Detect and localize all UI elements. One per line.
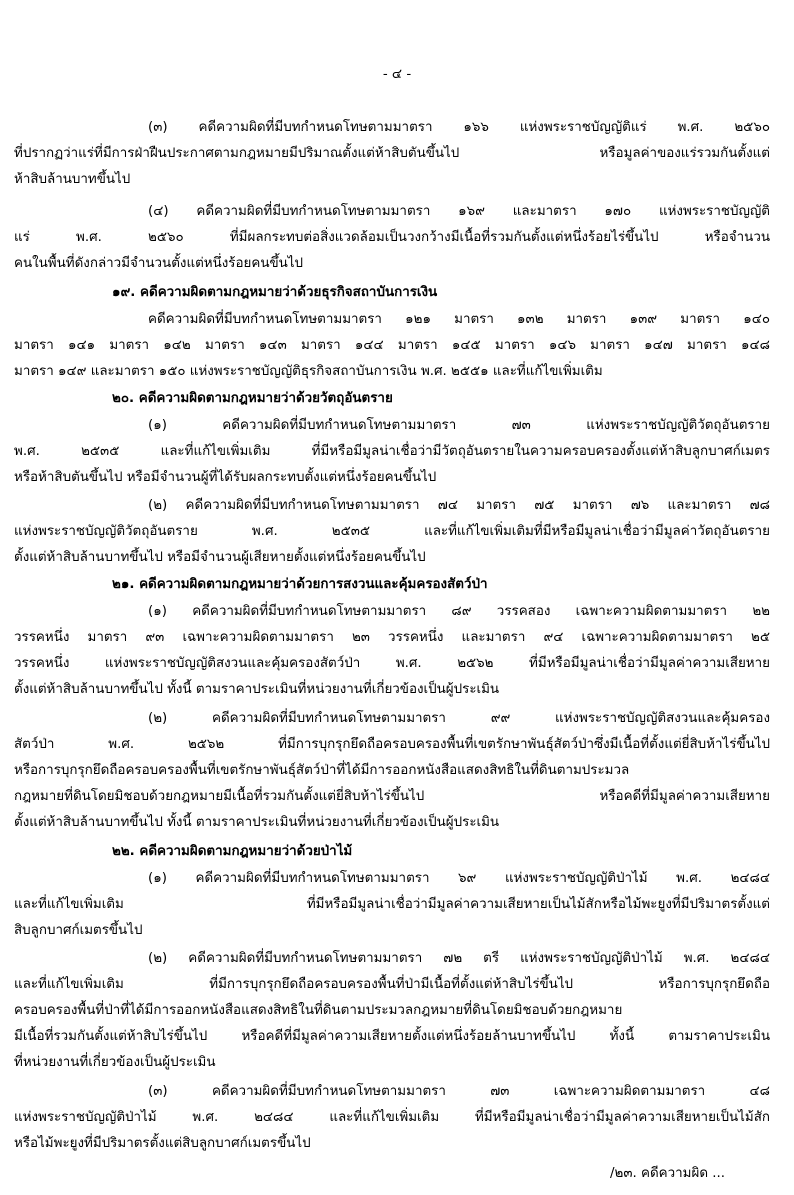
paragraph-line: คดีความผิดที่มีบทกำหนดโทษตามมาตรา ๑๒๑ มาตรา ๑๓๒ มาตรา ๑๓๙ มาตรา ๑๔๐ bbox=[148, 312, 770, 327]
paragraph-line: แห่งพระราชบัญญัติวัตถุอันตราย พ.ศ. ๒๕๓๕ และที่แก้ไขเพิ่มเติมที่มีหรือมีมูลน่าเชื่อว่ามีมูลค่าวัตถุอันตราย bbox=[14, 524, 770, 539]
page-number: - ๔ - bbox=[382, 67, 412, 82]
section-heading: ๒๑. คดีความผิดตามกฎหมายว่าด้วยการสงวนและคุ้มครองสัตว์ป่า bbox=[112, 577, 488, 592]
paragraph-line: (๒) คดีความผิดที่มีบทกำหนดโทษตามมาตรา ๗๒ ตรี แห่งพระราชบัญญัติป่าไม้ พ.ศ. ๒๔๘๔ bbox=[148, 951, 770, 966]
paragraph-line: แห่งพระราชบัญญัติป่าไม้ พ.ศ. ๒๔๘๔ และที่แก้ไขเพิ่มเติม ที่มีหรือมีมูลน่าเชื่อว่ามีมูลค่าความเสียหายเป็นไม้สัก bbox=[14, 1110, 770, 1125]
paragraph-line: สัตว์ป่า พ.ศ. ๒๕๖๒ ที่มีการบุกรุกยึดถือครอบครองพื้นที่เขตรักษาพันธุ์สัตว์ป่าซึ่งมีเนื้อที่ตั้งแต่ยี่สิบห้าไร่ขึ้นไป bbox=[14, 737, 770, 752]
paragraph-line: วรรคหนึ่ง มาตรา ๙๓ เฉพาะความผิดตามมาตรา ๒๓ วรรคหนึ่ง และมาตรา ๙๔ เฉพาะความผิดตามมาตรา ๒๕ bbox=[14, 630, 770, 645]
paragraph-line: แร่ พ.ศ. ๒๕๖๐ ที่มีผลกระทบต่อสิ่งแวดล้อมเป็นวงกว้างมีเนื้อที่รวมกันตั้งแต่หนึ่งร้อยไร่ขึ้นไป หรือจำนวน bbox=[14, 230, 770, 245]
paragraph-line: ครอบครองพื้นที่ป่าที่ได้มีการออกหนังสือแสดงสิทธิในที่ดินตามประมวลกฎหมายที่ดินโดยมิชอบด้วยกฎหมาย bbox=[14, 1003, 623, 1018]
paragraph-line: ตั้งแต่ห้าสิบล้านบาทขึ้นไป หรือมีจำนวนผู้เสียหายตั้งแต่หนึ่งร้อยคนขึ้นไป bbox=[14, 550, 426, 565]
paragraph-line: ตั้งแต่ห้าสิบล้านบาทขึ้นไป ทั้งนี้ ตามราคาประเมินที่หน่วยงานที่เกี่ยวข้องเป็นผู้ประเมิน bbox=[14, 682, 500, 697]
paragraph-line: (๑) คดีความผิดที่มีบทกำหนดโทษตามมาตรา ๖๙ แห่งพระราชบัญญัติป่าไม้ พ.ศ. ๒๔๘๔ bbox=[148, 871, 770, 886]
paragraph-line: มาตรา ๑๔๙ และมาตรา ๑๕๐ แห่งพระราชบัญญัติธุรกิจสถาบันการเงิน พ.ศ. ๒๕๕๑ และที่แก้ไขเพิ่มเติม bbox=[14, 364, 603, 379]
section-heading: ๒๒. คดีความผิดตามกฎหมายว่าด้วยป่าไม้ bbox=[112, 844, 353, 859]
paragraph-line: (๑) คดีความผิดที่มีบทกำหนดโทษตามมาตรา ๘๙ วรรคสอง เฉพาะความผิดตามมาตรา ๒๒ bbox=[148, 604, 770, 619]
paragraph-line: กฎหมายที่ดินโดยมิชอบด้วยกฎหมายมีเนื้อที่รวมกันตั้งแต่ยี่สิบห้าไร่ขึ้นไป หรือคดีที่มีมูลค่าความเสียหาย bbox=[14, 789, 770, 804]
paragraph-line: (๒) คดีความผิดที่มีบทกำหนดโทษตามมาตรา ๙๙ แห่งพระราชบัญญัติสงวนและคุ้มครอง bbox=[148, 711, 770, 726]
paragraph-line: (๑) คดีความผิดที่มีบทกำหนดโทษตามมาตรา ๗๓ แห่งพระราชบัญญัติวัตถุอันตราย bbox=[148, 418, 770, 433]
paragraph-line: และที่แก้ไขเพิ่มเติม ที่มีการบุกรุกยึดถือครอบครองพื้นที่ป่ามีเนื้อที่ตั้งแต่ห้าสิบไร่ขึ้นไป หรือการบุกรุกยึดถือ bbox=[14, 977, 770, 992]
paragraph-line: คนในพื้นที่ดังกล่าวมีจำนวนตั้งแต่หนึ่งร้อยคนขึ้นไป bbox=[14, 256, 304, 271]
section-heading: ๑๙. คดีความผิดตามกฎหมายว่าด้วยธุรกิจสถาบันการเงิน bbox=[112, 285, 438, 300]
paragraph-line: มีเนื้อที่รวมกันตั้งแต่ห้าสิบไร่ขึ้นไป หรือคดีที่มีมูลค่าความเสียหายตั้งแต่หนึ่งร้อยล้านบาทขึ้นไป ทั้งนี้ ตามราคาประเมิน bbox=[14, 1029, 770, 1044]
continuation-marker: /๒๓. คดีความผิด ... bbox=[610, 1166, 726, 1181]
paragraph-line: หรือการบุกรุกยึดถือครอบครองพื้นที่เขตรักษาพันธุ์สัตว์ป่าที่ได้มีการออกหนังสือแสดงสิทธิในที่ดินตามประมวล bbox=[14, 763, 630, 778]
paragraph-line: (๔) คดีความผิดที่มีบทกำหนดโทษตามมาตรา ๑๖๙ และมาตรา ๑๗๐ แห่งพระราชบัญญัติ bbox=[148, 204, 770, 219]
paragraph-line: ตั้งแต่ห้าสิบล้านบาทขึ้นไป ทั้งนี้ ตามราคาประเมินที่หน่วยงานที่เกี่ยวข้องเป็นผู้ประเมิน bbox=[14, 815, 500, 830]
paragraph-line: หรือห้าสิบตันขึ้นไป หรือมีจำนวนผู้ที่ได้รับผลกระทบตั้งแต่หนึ่งร้อยคนขึ้นไป bbox=[14, 470, 437, 485]
paragraph-line: สิบลูกบาศก์เมตรขึ้นไป bbox=[14, 923, 143, 938]
paragraph-line: (๓) คดีความผิดที่มีบทกำหนดโทษตามมาตรา ๑๖๖ แห่งพระราชบัญญัติแร่ พ.ศ. ๒๕๖๐ bbox=[148, 120, 770, 135]
section-heading: ๒๐. คดีความผิดตามกฎหมายว่าด้วยวัตถุอันตราย bbox=[112, 391, 393, 406]
paragraph-line: (๓) คดีความผิดที่มีบทกำหนดโทษตามมาตรา ๗๓ เฉพาะความผิดตามมาตรา ๔๘ bbox=[148, 1084, 770, 1099]
paragraph-line: ที่ปรากฏว่าแร่ที่มีการฝ่าฝืนประกาศตามกฎหมายมีปริมาณตั้งแต่ห้าสิบตันขึ้นไป หรือมูลค่าของแร่รวมกันตั้งแต่ bbox=[14, 146, 770, 161]
paragraph-line: (๒) คดีความผิดที่มีบทกำหนดโทษตามมาตรา ๗๔ มาตรา ๗๕ มาตรา ๗๖ และมาตรา ๗๘ bbox=[148, 498, 770, 513]
paragraph-line: พ.ศ. ๒๕๓๕ และที่แก้ไขเพิ่มเติม ที่มีหรือมีมูลน่าเชื่อว่ามีวัตถุอันตรายในความครอบครองตั้งแต่ห้าสิบลูกบาศก์เมตร bbox=[14, 444, 770, 459]
paragraph-line: หรือไม้พะยูงที่มีปริมาตรตั้งแต่สิบลูกบาศก์เมตรขึ้นไป bbox=[14, 1136, 311, 1151]
paragraph-line: มาตรา ๑๔๑ มาตรา ๑๔๒ มาตรา ๑๔๓ มาตรา ๑๔๔ มาตรา ๑๔๕ มาตรา ๑๔๖ มาตรา ๑๔๗ มาตรา ๑๔๘ bbox=[14, 338, 770, 353]
paragraph-line: ห้าสิบล้านบาทขึ้นไป bbox=[14, 172, 131, 187]
paragraph-line: และที่แก้ไขเพิ่มเติม ที่มีหรือมีมูลน่าเชื่อว่ามีมูลค่าความเสียหายเป็นไม้สักหรือไม้พะยูงที่มีปริมาตรตั้งแต่ bbox=[14, 897, 770, 912]
paragraph-line: วรรคหนึ่ง แห่งพระราชบัญญัติสงวนและคุ้มครองสัตว์ป่า พ.ศ. ๒๕๖๒ ที่มีหรือมีมูลน่าเชื่อว่ามีมูลค่าความเสียหาย bbox=[14, 656, 770, 671]
paragraph-line: ที่หน่วยงานที่เกี่ยวข้องเป็นผู้ประเมิน bbox=[14, 1055, 216, 1070]
